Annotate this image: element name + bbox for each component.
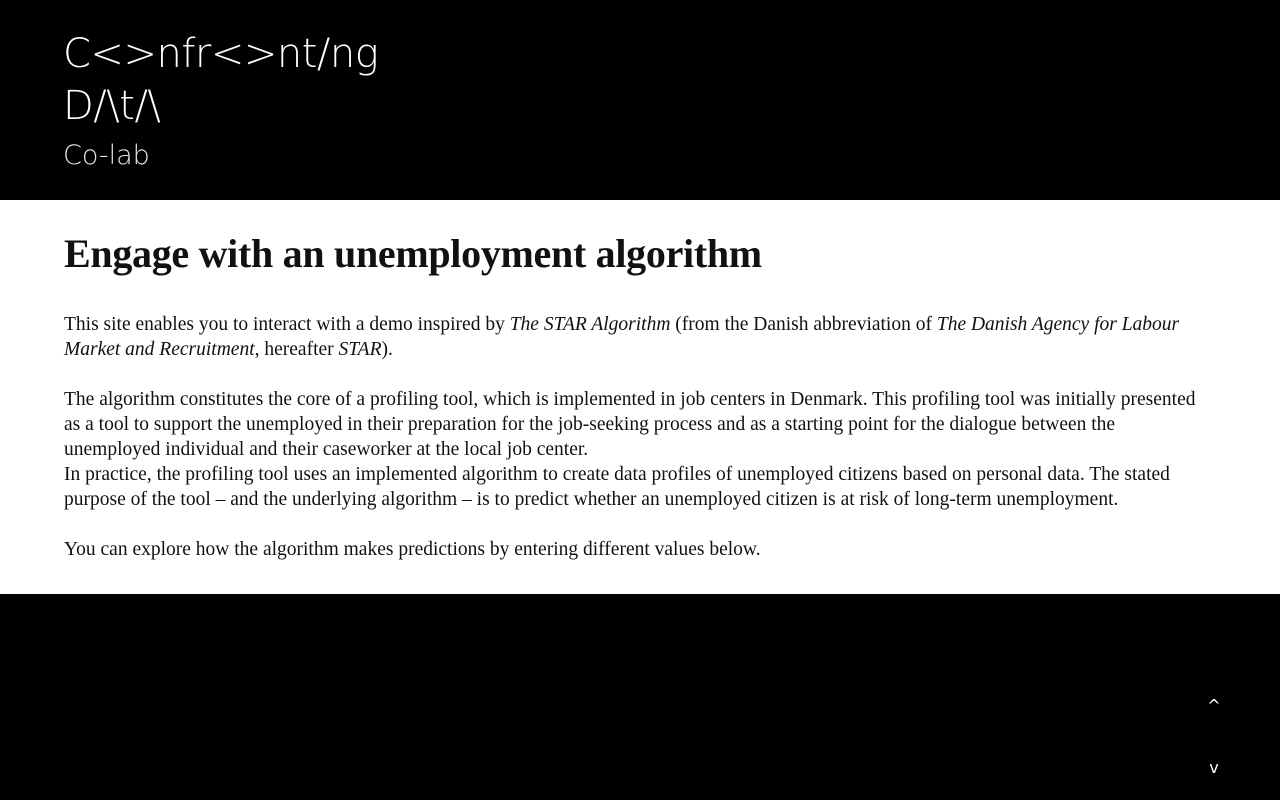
para1-emphasis-agency-name: The Danish Agency for Labour Market and Recruitment [64,314,1180,360]
intro-section [0,200,1280,594]
para1-text-2: (from the Danish abbreviation of [670,314,937,335]
intro-content [64,228,1216,562]
scroll-up-button[interactable]: ^ [1207,696,1221,715]
page-title: Engage with an unemployment algorithm [64,231,762,276]
interactive-section [0,594,1280,800]
intro-paragraph-4: You can explore how the algorithm makes predictions by entering different values below. [64,539,761,560]
site-logo[interactable] [63,28,378,172]
intro-paragraph-1 [64,312,1216,362]
logo-line-2: D/\t/\ [63,83,161,129]
logo-line-1: C<>nfr<>nt/ng [63,31,379,77]
scroll-down-button[interactable]: v [1209,758,1219,777]
para1-text-1: This site enables you to interact with a demo inspired by [64,314,510,335]
para1-text-4: ). [381,339,393,360]
site-header [0,0,1280,200]
para1-emphasis-star: STAR [338,339,382,360]
intro-paragraph-2: The algorithm constitutes the core of a profiling tool, which is implemented in job centers in Denmark. This profiling tool was initially presented as a tool to support the unemployed in their preparation for the job-seeking process and as a starting point for the dialogue between the unemployed individual and their caseworker at the local job center. [64,389,1196,460]
intro-paragraph-3: In practice, the profiling tool uses an implemented algorithm to create data profiles of unemployed citizens based on personal data. The stated purpose of the tool – and the underlying algorithm – is to predict whether an unemployed citizen is at risk of long-term unemployment. [64,464,1170,510]
para1-text-3: , hereafter [254,339,339,360]
para1-emphasis-star-algorithm: The STAR Algorithm [509,314,671,335]
logo-subtitle: Co-lab [63,140,150,171]
